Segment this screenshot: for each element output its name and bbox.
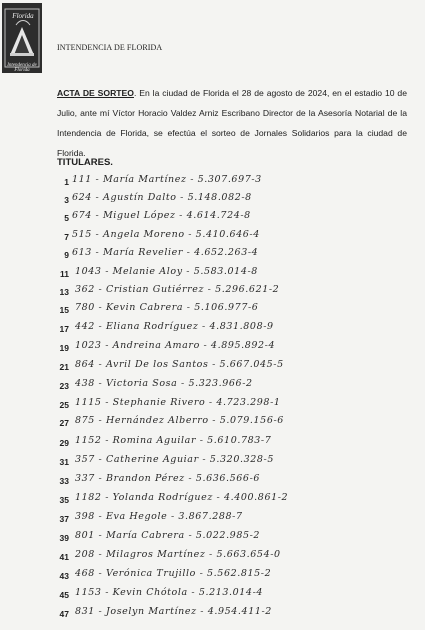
- entry-handwriting: 111 - María Martínez - 5.307.697-3: [72, 174, 262, 185]
- entry-handwriting: 438 - Victoria Sosa - 5.323.966-2: [75, 378, 253, 389]
- entry-number: 41: [59, 552, 69, 562]
- entry-handwriting: 1043 - Melanie Aloy - 5.583.014-8: [75, 266, 258, 277]
- entry-number: 19: [59, 343, 69, 353]
- entry-number: 43: [59, 571, 69, 581]
- entry-handwriting: 337 - Brandon Pérez - 5.636.566-6: [75, 473, 261, 484]
- entry-number: 33: [59, 476, 69, 486]
- act-intro: . En la ciudad de Florida el 28 de agosto de 2024, en el estadio 10 de Julio, ante mí Víctor Horacio Valdez Arniz Escribano Director de la Asesoría Notarial de la Intendencia de Florida, se efectúa el sorteo de Jornales Solidarios para la ciudad de Florida.: [57, 88, 407, 158]
- entry-number: 37: [59, 514, 69, 524]
- entry-number: 3: [64, 195, 69, 205]
- entry-number: 13: [59, 287, 69, 297]
- entry-number: 21: [59, 362, 69, 372]
- entry-number: 35: [59, 495, 69, 505]
- entry-number: 5: [64, 213, 69, 223]
- entry-handwriting: 442 - Eliana Rodríguez - 4.831.808-9: [75, 321, 274, 332]
- logo-top-text: Florida: [12, 12, 34, 20]
- entry-number: 25: [59, 400, 69, 410]
- entry-number: 1: [64, 177, 69, 187]
- entry-handwriting: 1023 - Andreina Amaro - 4.895.892-4: [75, 340, 276, 351]
- florida-logo: [2, 3, 42, 73]
- entry-number: 7: [64, 232, 69, 242]
- entry-handwriting: 674 - Miguel López - 4.614.724-8: [72, 210, 251, 221]
- act-title: ACTA DE SORTEO: [57, 88, 134, 98]
- titulares-heading: TITULARES.: [57, 157, 113, 168]
- entry-handwriting: 357 - Catherine Aguiar - 5.320.328-5: [75, 454, 274, 465]
- act-paragraph: [57, 83, 407, 163]
- entry-handwriting: 864 - Avril De los Santos - 5.667.045-5: [75, 359, 284, 370]
- entry-number: 27: [59, 418, 69, 428]
- entry-number: 11: [60, 269, 69, 279]
- entry-number: 39: [59, 533, 69, 543]
- entry-handwriting: 780 - Kevin Cabrera - 5.106.977-6: [75, 302, 259, 313]
- entry-handwriting: 515 - Angela Moreno - 5.410.646-4: [72, 229, 260, 240]
- entry-handwriting: 875 - Hernández Alberro - 5.079.156-6: [75, 415, 284, 426]
- entry-number: 15: [59, 305, 69, 315]
- entry-number: 9: [64, 250, 69, 260]
- entry-number: 31: [59, 457, 69, 467]
- entry-number: 47: [59, 609, 69, 619]
- entry-handwriting: 801 - María Cabrera - 5.022.985-2: [75, 530, 261, 541]
- entry-handwriting: 624 - Agustín Dalto - 5.148.082-8: [72, 192, 252, 203]
- entry-number: 29: [59, 438, 69, 448]
- entry-handwriting: 398 - Eva Hegole - 3.867.288-7: [75, 511, 243, 522]
- entry-number: 23: [59, 381, 69, 391]
- entry-handwriting: 1153 - Kevin Chótola - 5.213.014-4: [75, 587, 264, 598]
- entry-number: 17: [59, 324, 69, 334]
- institution-header: INTENDENCIA DE FLORIDA: [57, 43, 163, 52]
- logo-bottom-text: Intendencia de Florida: [7, 63, 37, 73]
- entry-handwriting: 362 - Cristian Gutiérrez - 5.296.621-2: [75, 284, 280, 295]
- entry-handwriting: 1182 - Yolanda Rodríguez - 4.400.861-2: [75, 492, 289, 503]
- entry-handwriting: 468 - Verónica Trujillo - 5.562.815-2: [75, 568, 272, 579]
- entry-handwriting: 208 - Milagros Martínez - 5.663.654-0: [75, 549, 281, 560]
- entry-handwriting: 1115 - Stephanie Rivero - 4.723.298-1: [75, 397, 281, 408]
- entry-handwriting: 613 - María Revelier - 4.652.263-4: [72, 247, 259, 258]
- entry-handwriting: 1152 - Romina Aguilar - 5.610.783-7: [75, 435, 272, 446]
- entry-handwriting: 831 - Joselyn Martínez - 4.954.411-2: [75, 606, 272, 617]
- entry-number: 45: [59, 590, 69, 600]
